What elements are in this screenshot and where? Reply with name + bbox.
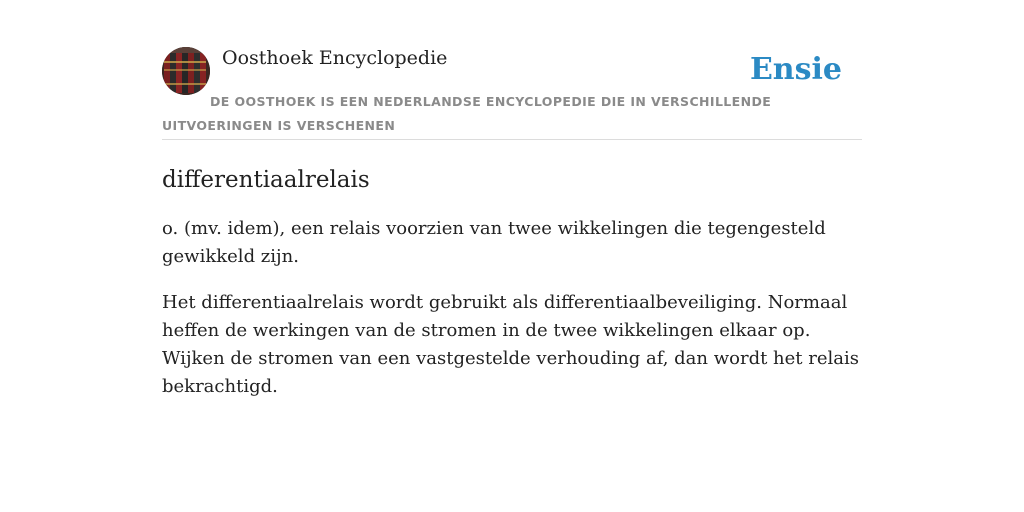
brand-logo[interactable]: Ensie [749,52,842,87]
books-icon[interactable] [162,47,210,95]
site-tagline: DE OOSTHOEK IS EEN NEDERLANDSE ENCYCLOPEDIE DIE IN VERSCHILLENDE UITVOERINGEN IS VERSCHENEN [162,94,772,133]
article-paragraph-2: Het differentiaalrelais wordt gebruikt als differentiaalbeveiliging. Normaal heffen de werkingen van de stromen in de twee wikkelingen elkaar op. Wijken de stromen van een vastgestelde verhouding af, dan wordt het relais bekrachtigd. [162,292,859,397]
article-title: differentiaalrelais [162,167,370,193]
site-name[interactable]: Oosthoek Encyclopedie [222,47,448,69]
page [162,46,862,401]
article-paragraph-1: o. (mv. idem), een relais voorzien van twee wikkelingen die tegengesteld gewikkeld zijn. [162,218,826,267]
books-image [162,47,210,95]
header [162,46,862,140]
